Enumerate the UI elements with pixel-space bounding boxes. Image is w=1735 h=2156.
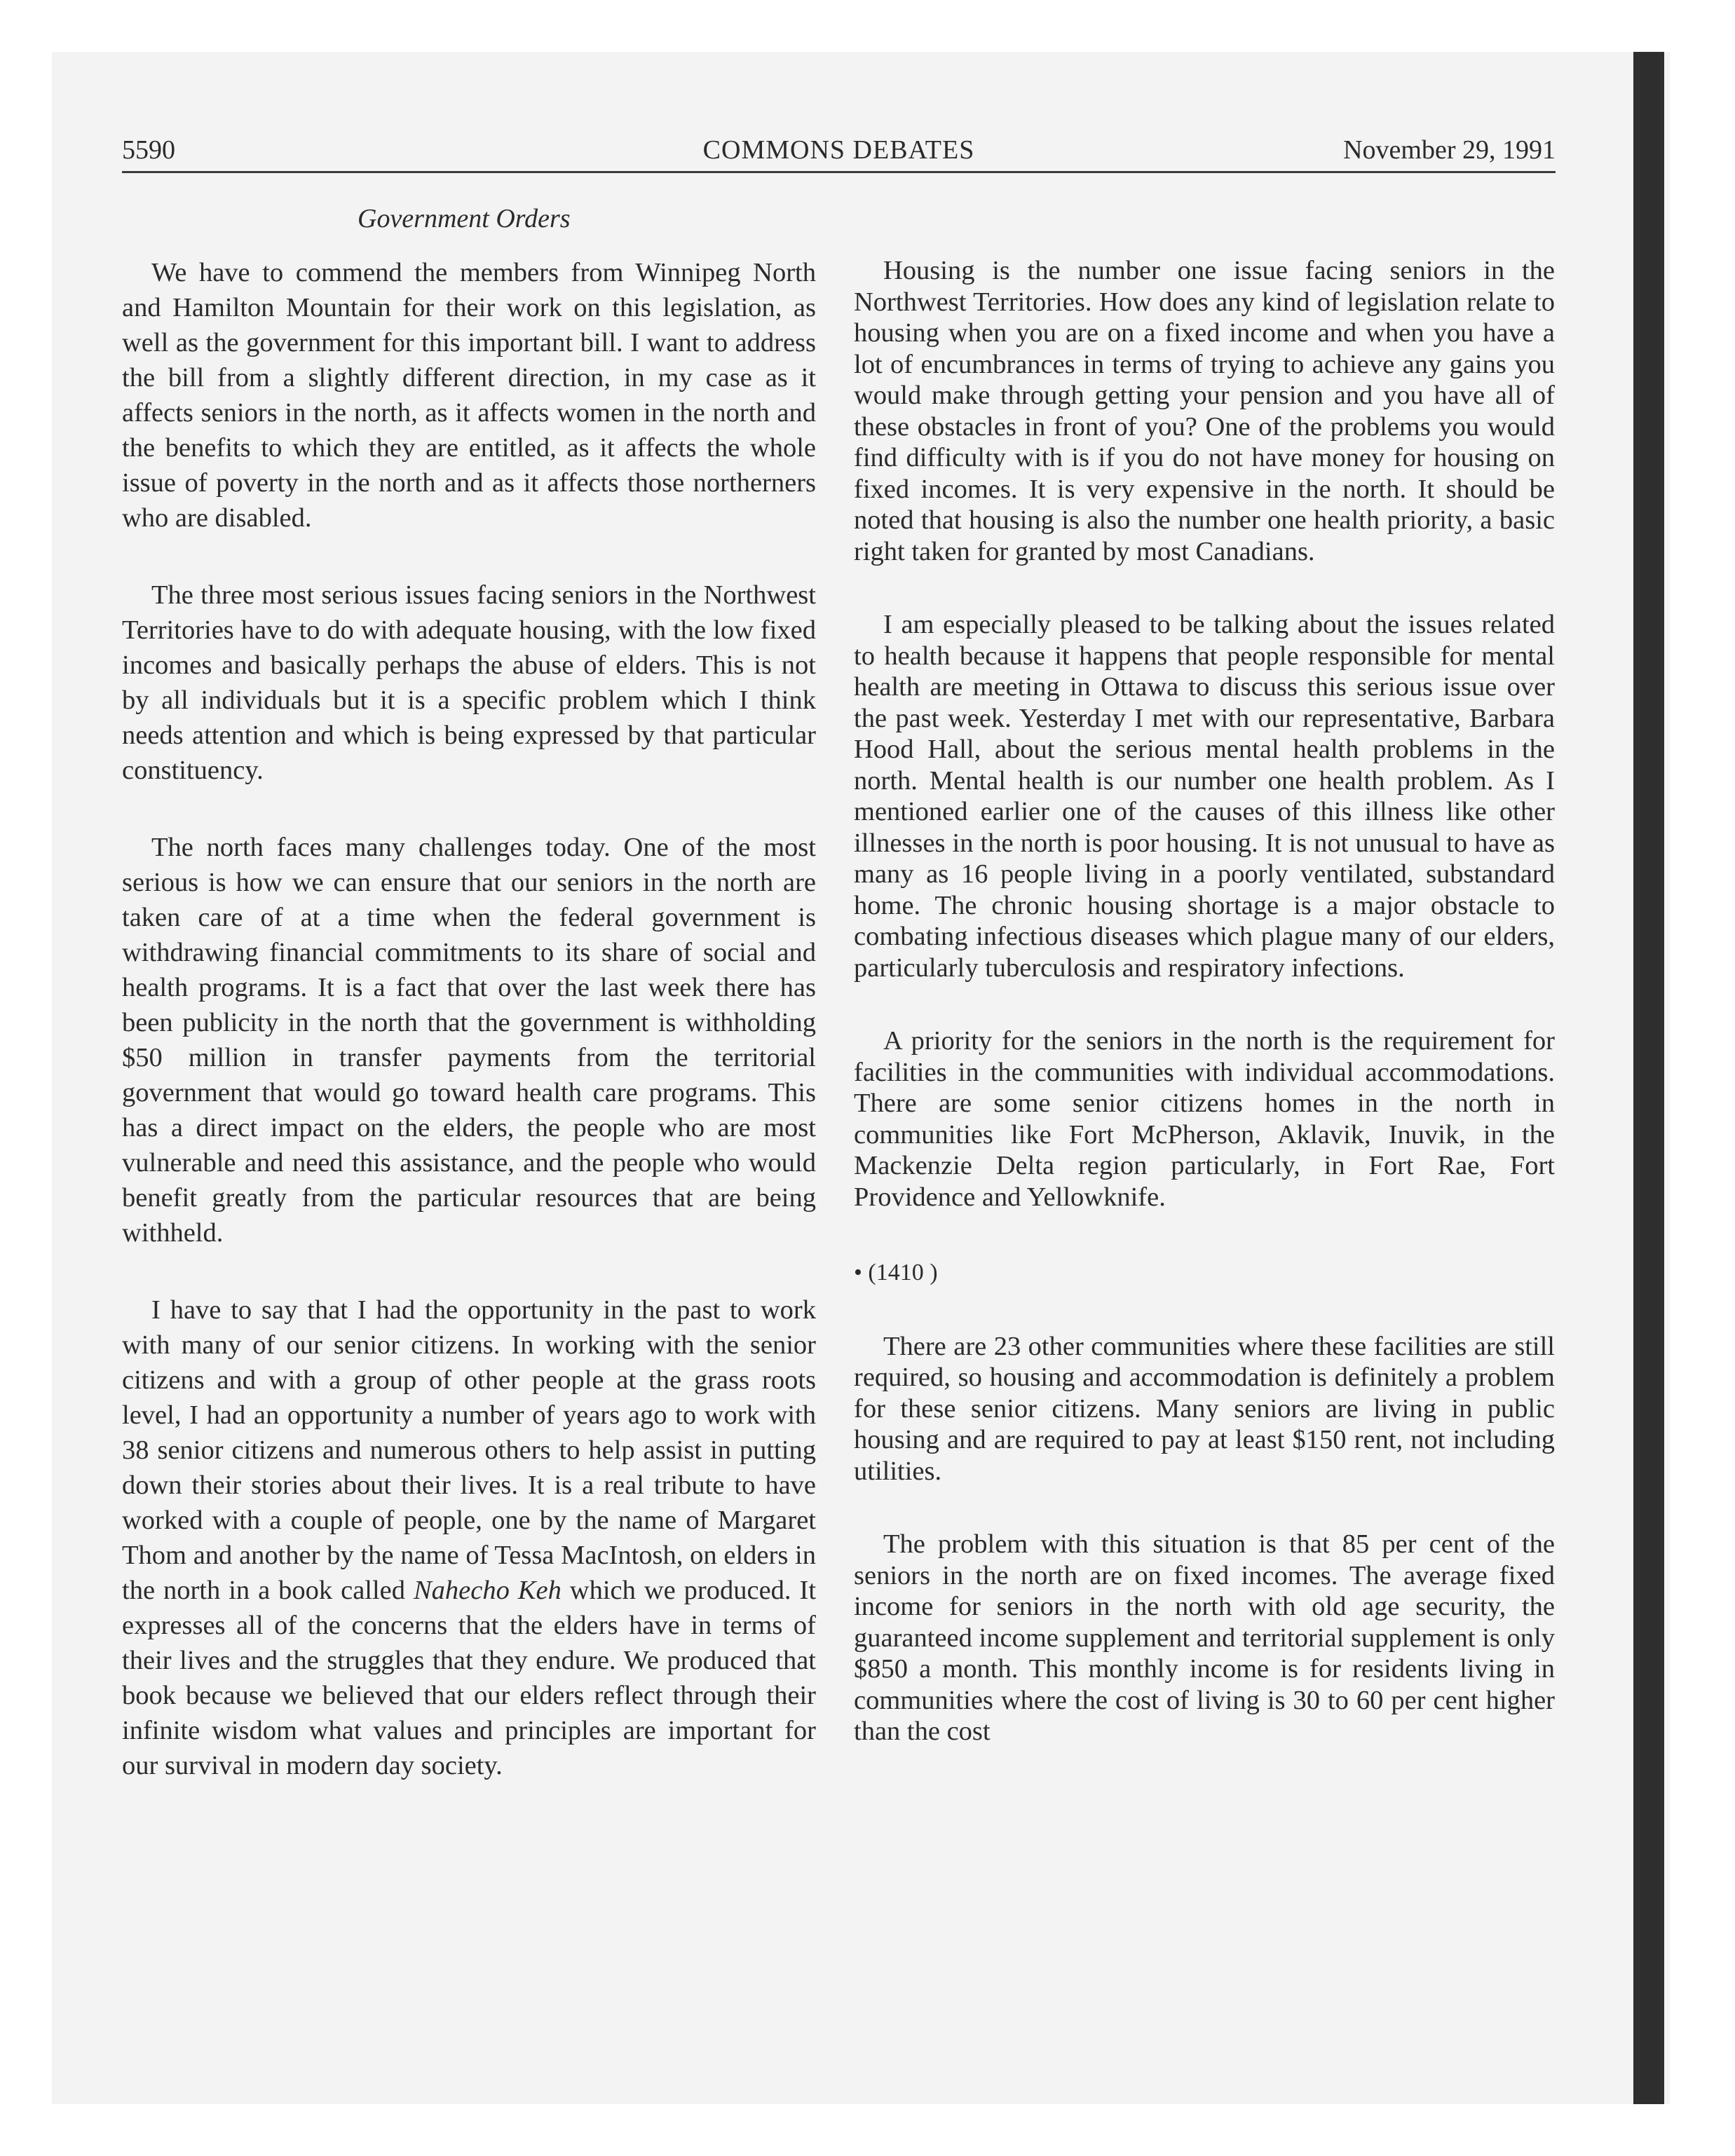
publication-date: November 29, 1991 — [1343, 135, 1556, 165]
paragraph: I am especially pleased to be talking about the issues related to health because it happens that people responsible for mental health are meeting in Ottawa to discuss this serious issue over the past week. Yesterday I met with our representative, Barbara Hood Hall, about the serious mental health problems in the north. Mental health is our number one health problem. As I mentioned earlier one of the causes of this illness like other illnesses in the north is poor housing. It is not unusual to have as many as 16 people living in a poorly ventilated, substandard home. The chronic housing shortage is a major obstacle to combating infectious diseases which plague many of our elders, particularly tuberculosis and respiratory infections. — [854, 610, 1555, 983]
left-column — [122, 255, 816, 1783]
time-marker: • (1410 ) — [854, 1260, 938, 1285]
page-header — [122, 129, 1556, 171]
right-column — [854, 255, 1555, 1747]
journal-title: COMMONS DEBATES — [702, 135, 975, 165]
paragraph: We have to commend the members from Winnipeg North and Hamilton Mountain for their work on this legislation, as well as the government for this important bill. I want to address the bill from a slightly different direction, in my case as it affects seniors in the north, as it affects women in the north and the benefits to which they are entitled, as it affects the whole issue of poverty in the north and as it affects those northerners who are disabled. — [122, 258, 816, 533]
paragraph: There are 23 other communities where these facilities are still required, so housing and accommodation is definitely a problem for these senior citizens. Many seniors are living in public housing and are required to pay at least $150 rent, not including utilities. — [854, 1331, 1555, 1486]
paragraph: A priority for the seniors in the north is the requirement for facilities in the communities with individual accommodations. There are some senior citizens homes in the north in communities like Fort McPherson, Aklavik, Inuvik, in the Mackenzie Delta region particularly, in Fort Rae, Fort Providence and Yellowknife. — [854, 1026, 1555, 1212]
paragraph-text: I have to say that I had the opportunity in the past to work with many of our senior citizens. In working with the senior citizens and with a group of other people at the grass roots level, I had an opportunity a number of years ago to work with 38 senior citizens and numerous others to help assist in putting down their stories about their lives. It is a real tribute to have worked with a couple of people, one by the name of Margaret Thom and another by the name of Tessa MacIntosh, on elders in the north in a book called — [122, 1295, 816, 1605]
book-title: Nahecho Keh — [414, 1576, 562, 1605]
paragraph: Housing is the number one issue facing seniors in the Northwest Territories. How does any kind of legislation relate to housing when you are on a fixed income and when you have a lot of encumbrances in terms of trying to achieve any gains you would make through getting your pension and you have all of these obstacles in front of you? One of the problems you would find difficulty with is if you do not have money for housing on fixed incomes. It is very expensive in the north. It should be noted that housing is also the number one health priority, a basic right taken for granted by most Canadians. — [854, 256, 1555, 566]
header-rule — [122, 171, 1556, 173]
paragraph-text: which we produced. It expresses all of the concerns that the elders have in terms of their lives and the struggles that they endure. We produced that book because we believed that our elders reflect through their infinite wisdom what values and principles are important for our survival in modern day society. — [122, 1576, 817, 1780]
scan-edge-shadow — [1633, 52, 1664, 2104]
paragraph: The three most serious issues facing seniors in the Northwest Territories have to do with adequate housing, with the low fixed incomes and basically perhaps the abuse of elders. This is not by all individuals but it is a specific problem which I think needs attention and which is being expressed by that particular constituency. — [122, 580, 816, 785]
paragraph — [122, 1292, 816, 1783]
section-label: Government Orders — [358, 204, 571, 233]
page-number: 5590 — [122, 135, 175, 165]
paragraph: The problem with this situation is that 85 per cent of the seniors in the north are on fixed incomes. The average fixed income for seniors in the north with old age security, the guaranteed income supplement and territorial supplement is only $850 a month. This monthly income is for residents living in communities where the cost of living is 30 to 60 per cent higher than the cost — [854, 1529, 1555, 1746]
paragraph: The north faces many challenges today. One of the most serious is how we can ensure that our seniors in the north are taken care of at a time when the federal government is withdrawing financial commitments to its share of social and health programs. It is a fact that over the last week there has been publicity in the north that the government is withholding $50 million in transfer payments from the territorial government that would go toward health care programs. This has a direct impact on the elders, the people who are most vulnerable and need this assistance, and the people who would benefit greatly from the particular resources that are being withheld. — [122, 833, 816, 1248]
